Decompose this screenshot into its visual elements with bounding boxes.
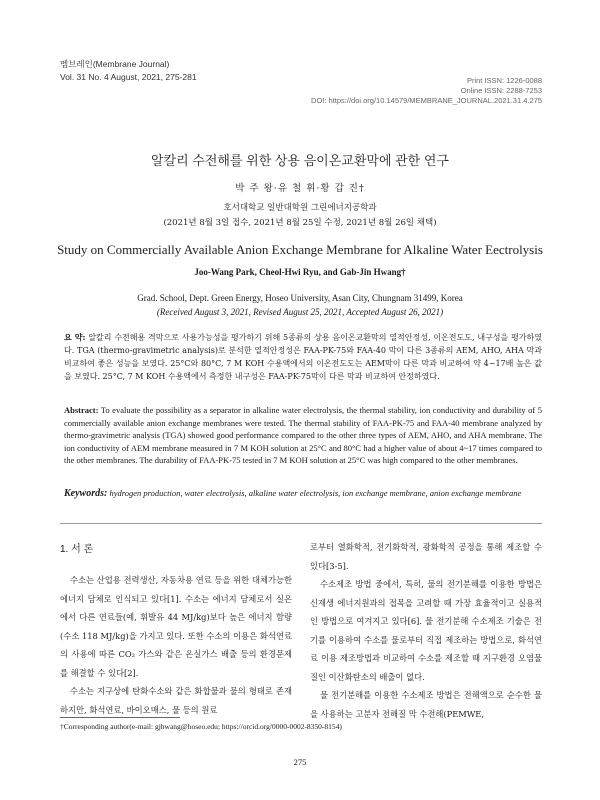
korean-dates: (2021년 8월 3일 접수, 2021년 8월 25일 수정, 2021년 8월 26일 채택) — [163, 218, 437, 228]
keywords-label: Keywords: — [64, 488, 108, 499]
keywords — [64, 487, 542, 501]
left-paragraph-2: 수소는 지구상에 탄화수소와 같은 화합물과 물의 형태로 존재하지만, 화석연료, 바이오매스, 물 등의 원료 — [60, 686, 292, 715]
online-issn: Online ISSN: 2288-7253 — [460, 86, 542, 95]
abstract-korean — [64, 331, 542, 383]
abstract-korean-label: 요 약: — [64, 332, 86, 342]
left-paragraph-1: 수소는 산업용 전력생산, 자동차용 연료 등을 위한 대체가능한 에너지 담체로 인식되고 있다[1]. 수소는 에너지 담체로서 실온에서 다른 연료들(예, 휘발유 44 MJ/kg)보다 높은 에너지 함량(수소 118 MJ/kg)을 가지고 있다. 또한 수소의 이용은 화석연료의 사용에 따른 CO₂ 가스와 같은 온실가스 배출 등의 환경문제를 해결할 수 있다[2]. — [60, 575, 292, 678]
abstract-english-text: To evaluate the possibility as a separator in alkaline water electrolysis, the thermal stability, ion conductivity and durability of 5 commercially available anion exchange membranes were tested. The thermal stability of FAA-PK-75 and FAA-40 membrane analyzed by thermo-gravimetric analysis (TGA) showed good performance compared to the other three types of AEM, AHO, and AHA membrane. The ion conductivity of AEM membrane measured in 7 M KOH solution at 25°C and 80°C had a higher value of about 4~17 times compared to the other membranes. The durability of FAA-PK-75 tested in 7 M KOH solution at 25°C was high compared to the other membranes. — [64, 405, 542, 466]
footnote-rule — [60, 717, 180, 718]
english-affiliation: Grad. School, Dept. Green Energy, Hoseo University, Asan City, Chungnam 31499, Korea — [137, 293, 463, 303]
english-dates: (Received August 3, 2021, Revised August 25, 2021, Accepted August 26, 2021) — [156, 307, 444, 317]
keywords-text: hydrogen production, water electrolysis, alkaline water electrolysis, ion exchange membrane, anion exchange membrane — [109, 488, 522, 498]
abstract-english-label: Abstract: — [64, 405, 99, 415]
volume-line: Vol. 31 No. 4 August, 2021, 275-281 — [60, 72, 197, 82]
right-paragraph-3: 물 전기분해를 이용한 수소제조 방법은 전해액으로 순수한 물을 사용하는 고분자 전해질 막 수전해(PEMWE, — [310, 690, 542, 719]
doi-link[interactable]: DOI: https://doi.org/10.14579/MEMBRANE_JOURNAL.2021.31.4.275 — [311, 96, 542, 105]
page-number: 275 — [293, 757, 307, 767]
journal-name: 멤브레인(Membrane Journal) — [60, 59, 170, 69]
right-paragraph-2: 수소제조 방법 중에서, 특히, 물의 전기분해를 이용한 방법은 신재생 에너지원과의 접목을 고려할 때 가장 효율적이고 실용적인 방법으로 여겨지고 있다[6]. 물 전기분해 수소제조 기술은 전기를 이용하여 수소를 물로부터 직접 제조하는 방법으로, 화석연료 이용 제조방법과 비교하여 수소를 제조할 때 지구환경 오염물질인 이산화탄소의 배출이 없다. — [310, 579, 542, 682]
korean-authors: 박 주 왕·유 철 휘·황 갑 진† — [235, 183, 365, 194]
english-authors: Joo-Wang Park, Cheol-Hwi Ryu, and Gab-Jin Hwang† — [194, 267, 406, 277]
left-column — [60, 571, 292, 719]
print-issn: Print ISSN: 1226-0088 — [466, 76, 542, 85]
right-column — [310, 538, 542, 723]
abstract-korean-text: 알칼리 수전해용 격막으로 사용가능성을 평가하기 위해 5종류의 상용 음이온교환막의 열적안정성, 이온전도도, 내구성을 평가하였다. TGA (thermo-gravimetric analysis)로 분석한 열적안정성은 FAA-PK-75와 FAA-40 막이 다른 3종류의 AEM, AHO, AHA 막과 비교하여 좋은 성능을 보였다. 25°C와 80°C, 7 M KOH 수용액에서의 이온전도도는 AEM막이 다른 막과 비교하여 약 4~17배 높은 값을 보였다. 25°C, 7 M KOH 수용액에서 측정한 내구성은 FAA-PK-75막이 다른 막과 비교하여 안정하였다. — [64, 333, 542, 381]
footnote: †Corresponding author(e-mail: gjhwang@hoseo.edu; https://orcid.org/0000-0002-8350-8154) — [60, 722, 342, 731]
section-heading: 1. 서 론 — [60, 544, 94, 555]
abstract-english — [64, 404, 542, 467]
english-title: Study on Commercially Available Anion Exchange Membrane for Alkaline Water Eectrolysis — [57, 242, 543, 257]
korean-title: 알칼리 수전해를 위한 상용 음이온교환막에 관한 연구 — [151, 153, 449, 168]
section-divider — [60, 523, 542, 524]
korean-affiliation: 호서대학교 일반대학원 그린에너지공학과 — [223, 203, 377, 213]
right-paragraph-1: 로부터 열화학적, 전기화학적, 광화학적 공정을 통해 제조할 수 있다[3-5]. — [310, 542, 542, 571]
